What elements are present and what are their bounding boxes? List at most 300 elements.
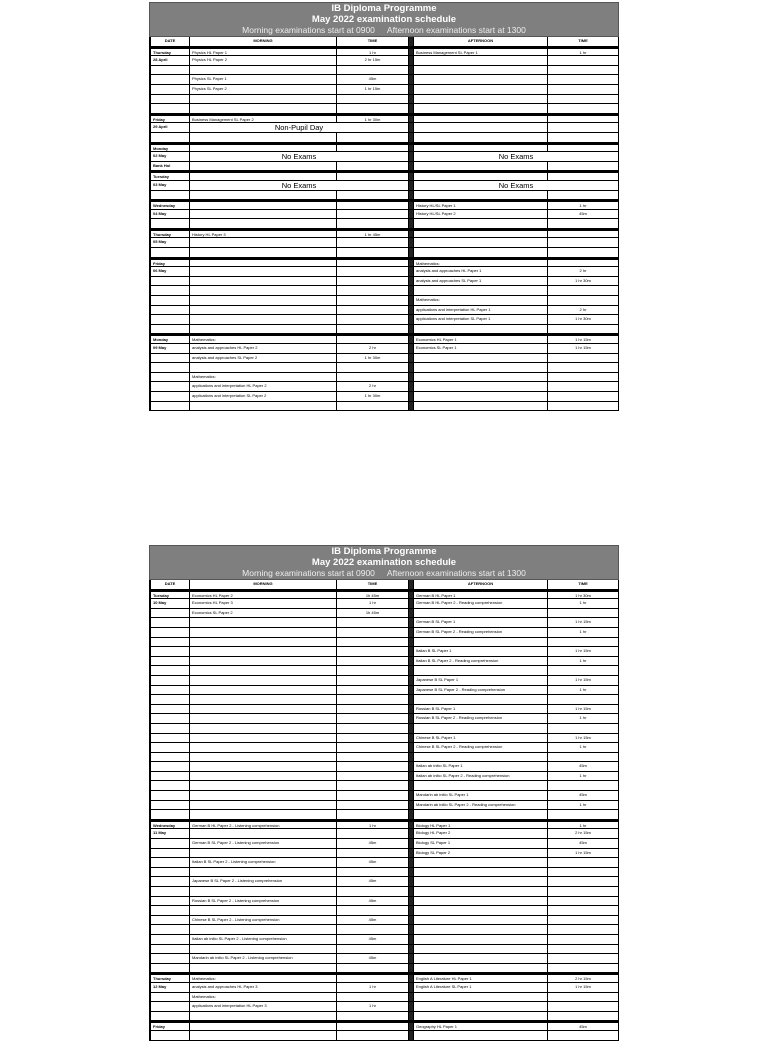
morning-exam-cell bbox=[190, 133, 337, 142]
afternoon-exam-cell: applications and interpretation SL Paper 1 bbox=[414, 315, 548, 324]
date-cell bbox=[151, 647, 190, 656]
table-row bbox=[151, 935, 619, 945]
afternoon-exam-cell bbox=[414, 373, 548, 382]
afternoon-time-cell bbox=[548, 858, 619, 867]
morning-exam-cell: Japanese B SL Paper 2 - Listening comprehension bbox=[190, 877, 337, 886]
date-cell: Thursday bbox=[151, 975, 190, 982]
afternoon-time-cell bbox=[548, 964, 619, 973]
morning-time-cell bbox=[337, 964, 409, 973]
morning-exam-cell: History HL Paper 3 bbox=[190, 231, 337, 238]
table-row bbox=[151, 839, 619, 849]
morning-time-cell: 1 hr bbox=[337, 983, 409, 992]
header-time-afternoon: TIME bbox=[548, 37, 619, 46]
date-cell bbox=[151, 676, 190, 685]
afternoon-exam-cell bbox=[414, 145, 548, 152]
afternoon-exam-cell bbox=[414, 75, 548, 84]
afternoon-time-cell bbox=[548, 123, 619, 132]
afternoon-exam-cell: German B HL Paper 1 bbox=[414, 592, 548, 599]
afternoon-time-cell bbox=[548, 753, 619, 762]
date-cell: Friday bbox=[151, 116, 190, 123]
morning-exam-cell bbox=[190, 906, 337, 915]
start-times-note bbox=[150, 25, 618, 37]
table-row bbox=[151, 781, 619, 791]
table-row bbox=[151, 657, 619, 667]
date-cell bbox=[151, 382, 190, 391]
afternoon-time-cell: 1 hr 15m bbox=[548, 336, 619, 343]
afternoon-exam-cell bbox=[414, 810, 548, 819]
morning-exam-cell bbox=[190, 66, 337, 75]
morning-time-cell bbox=[337, 906, 409, 915]
date-cell: Monday bbox=[151, 336, 190, 343]
table-row bbox=[151, 743, 619, 753]
morning-exam-cell bbox=[190, 260, 337, 267]
morning-time-cell: 1 hr bbox=[337, 822, 409, 829]
start-times-note bbox=[150, 568, 618, 580]
afternoon-start-note: Afternoon examinations start at 1300 bbox=[386, 25, 526, 35]
table-row bbox=[151, 877, 619, 887]
afternoon-exam-cell bbox=[414, 219, 548, 228]
morning-exam-cell: Italian B SL Paper 2 - Listening comprehension bbox=[190, 858, 337, 867]
morning-exam-cell bbox=[190, 363, 337, 372]
table-row bbox=[151, 858, 619, 868]
morning-exam-cell bbox=[190, 925, 337, 934]
afternoon-time-cell bbox=[548, 296, 619, 305]
morning-exam-cell bbox=[190, 306, 337, 315]
morning-time-cell: 2 hr 15m bbox=[337, 56, 409, 65]
date-cell: 04 May bbox=[151, 210, 190, 219]
morning-exam-cell bbox=[190, 104, 337, 113]
table-row bbox=[151, 724, 619, 734]
afternoon-exam-cell: Biology HL Paper 2 bbox=[414, 829, 548, 838]
date-cell bbox=[151, 354, 190, 363]
afternoon-exam-cell bbox=[414, 887, 548, 896]
morning-time-cell: 1 hr 30m bbox=[337, 354, 409, 363]
table-row bbox=[151, 829, 619, 839]
date-cell bbox=[151, 315, 190, 324]
date-cell bbox=[151, 743, 190, 752]
morning-notice: Non-Pupil Day bbox=[190, 123, 409, 132]
table-row bbox=[151, 171, 619, 181]
morning-time-cell bbox=[337, 849, 409, 858]
afternoon-time-cell bbox=[548, 638, 619, 647]
morning-exam-cell bbox=[190, 810, 337, 819]
afternoon-time-cell bbox=[548, 954, 619, 963]
afternoon-exam-cell: analysis and approaches HL Paper 1 bbox=[414, 267, 548, 276]
afternoon-time-cell bbox=[548, 116, 619, 123]
afternoon-exam-cell bbox=[414, 325, 548, 334]
afternoon-notice: No Exams bbox=[414, 152, 619, 161]
morning-time-cell bbox=[337, 772, 409, 781]
afternoon-time-cell: 1 hr bbox=[548, 599, 619, 608]
morning-notice: No Exams bbox=[190, 152, 409, 161]
morning-time-cell: 45m bbox=[337, 916, 409, 925]
date-cell: 02 May bbox=[151, 152, 190, 161]
date-cell bbox=[151, 887, 190, 896]
morning-time-cell bbox=[337, 238, 409, 247]
morning-exam-cell: Physics HL Paper 2 bbox=[190, 56, 337, 65]
morning-exam-cell bbox=[190, 695, 337, 704]
afternoon-time-cell: 45m bbox=[548, 1023, 619, 1030]
morning-time-cell: 2 hr bbox=[337, 382, 409, 391]
date-cell bbox=[151, 724, 190, 733]
morning-exam-cell bbox=[190, 248, 337, 257]
date-cell bbox=[151, 801, 190, 810]
morning-time-cell bbox=[337, 95, 409, 104]
morning-exam-cell bbox=[190, 724, 337, 733]
afternoon-time-cell bbox=[548, 354, 619, 363]
morning-time-cell bbox=[337, 791, 409, 800]
date-cell bbox=[151, 1012, 190, 1021]
table-row bbox=[151, 868, 619, 878]
table-row bbox=[151, 133, 619, 143]
morning-exam-cell: analysis and approaches HL Paper 3 bbox=[190, 983, 337, 992]
date-cell bbox=[151, 734, 190, 743]
afternoon-time-cell: 1 hr bbox=[548, 772, 619, 781]
table-row bbox=[151, 210, 619, 220]
date-cell bbox=[151, 791, 190, 800]
morning-time-cell: 1 hr 30m bbox=[337, 116, 409, 123]
date-cell bbox=[151, 858, 190, 867]
morning-time-cell bbox=[337, 695, 409, 704]
afternoon-time-cell bbox=[548, 231, 619, 238]
afternoon-exam-cell bbox=[414, 56, 548, 65]
date-cell bbox=[151, 1031, 190, 1040]
date-cell bbox=[151, 104, 190, 113]
morning-time-cell: 1 hr bbox=[337, 49, 409, 56]
date-cell: Friday bbox=[151, 260, 190, 267]
date-cell bbox=[151, 945, 190, 954]
afternoon-time-cell bbox=[548, 133, 619, 142]
afternoon-time-cell: 1 hr bbox=[548, 628, 619, 637]
afternoon-time-cell bbox=[548, 810, 619, 819]
afternoon-exam-cell bbox=[414, 877, 548, 886]
header-morning: MORNING bbox=[190, 580, 337, 589]
morning-time-cell: 45m bbox=[337, 954, 409, 963]
header-time-morning: TIME bbox=[337, 580, 409, 589]
morning-exam-cell bbox=[190, 887, 337, 896]
schedule-banner bbox=[149, 545, 619, 580]
afternoon-time-cell bbox=[548, 392, 619, 401]
schedule-subtitle: May 2022 examination schedule bbox=[311, 14, 457, 25]
morning-time-cell bbox=[337, 373, 409, 382]
date-cell bbox=[151, 925, 190, 934]
afternoon-time-cell bbox=[548, 1031, 619, 1040]
morning-exam-cell: Mathematics: bbox=[190, 336, 337, 343]
date-cell bbox=[151, 618, 190, 627]
morning-exam-cell bbox=[190, 868, 337, 877]
morning-exam-cell: Physics HL Paper 1 bbox=[190, 49, 337, 56]
table-row bbox=[151, 983, 619, 993]
afternoon-time-cell bbox=[548, 75, 619, 84]
afternoon-time-cell: 2 hr 15m bbox=[548, 829, 619, 838]
morning-time-cell bbox=[337, 173, 409, 180]
date-cell bbox=[151, 897, 190, 906]
afternoon-time-cell bbox=[548, 945, 619, 954]
afternoon-time-cell bbox=[548, 695, 619, 704]
table-row bbox=[151, 354, 619, 364]
table-row bbox=[151, 916, 619, 926]
morning-time-cell: 45m bbox=[337, 839, 409, 848]
afternoon-exam-cell: Biology HL Paper 1 bbox=[414, 822, 548, 829]
afternoon-time-cell bbox=[548, 219, 619, 228]
afternoon-time-cell bbox=[548, 868, 619, 877]
afternoon-exam-cell bbox=[414, 363, 548, 372]
afternoon-time-cell: 1 hr 15m bbox=[548, 983, 619, 992]
morning-time-cell: 1 hr 15m bbox=[337, 85, 409, 94]
morning-exam-cell bbox=[190, 781, 337, 790]
table-row bbox=[151, 56, 619, 66]
morning-exam-cell bbox=[190, 628, 337, 637]
date-cell: Thursday bbox=[151, 49, 190, 56]
schedule-page-1 bbox=[149, 2, 619, 411]
morning-time-cell bbox=[337, 104, 409, 113]
date-cell: 05 May bbox=[151, 238, 190, 247]
date-cell bbox=[151, 363, 190, 372]
afternoon-time-cell bbox=[548, 666, 619, 675]
morning-exam-cell bbox=[190, 657, 337, 666]
header-afternoon: AFTERNOON bbox=[414, 37, 548, 46]
afternoon-exam-cell: History HL/SL Paper 1 bbox=[414, 202, 548, 209]
morning-time-cell: 1h 45m bbox=[337, 609, 409, 618]
morning-exam-cell bbox=[190, 267, 337, 276]
schedule-banner bbox=[149, 2, 619, 37]
afternoon-time-cell bbox=[548, 382, 619, 391]
date-cell bbox=[151, 993, 190, 1002]
morning-time-cell bbox=[337, 829, 409, 838]
date-cell bbox=[151, 1002, 190, 1011]
table-header-row bbox=[151, 580, 619, 590]
table-row bbox=[151, 191, 619, 201]
afternoon-time-cell bbox=[548, 260, 619, 267]
table-row bbox=[151, 85, 619, 95]
afternoon-time-cell bbox=[548, 85, 619, 94]
afternoon-time-cell: 1 hr bbox=[548, 657, 619, 666]
morning-exam-cell: Chinese B SL Paper 2 - Listening comprehension bbox=[190, 916, 337, 925]
morning-time-cell bbox=[337, 993, 409, 1002]
afternoon-time-cell bbox=[548, 916, 619, 925]
afternoon-time-cell bbox=[548, 887, 619, 896]
table-row bbox=[151, 772, 619, 782]
table-row bbox=[151, 993, 619, 1003]
morning-exam-cell: analysis and approaches SL Paper 2 bbox=[190, 354, 337, 363]
date-cell: 09 May bbox=[151, 344, 190, 353]
table-row bbox=[151, 820, 619, 830]
morning-time-cell bbox=[337, 145, 409, 152]
table-row bbox=[151, 945, 619, 955]
afternoon-exam-cell bbox=[414, 753, 548, 762]
table-row bbox=[151, 618, 619, 628]
morning-exam-cell bbox=[190, 647, 337, 656]
date-cell: 29 April bbox=[151, 123, 190, 132]
morning-time-cell bbox=[337, 277, 409, 286]
afternoon-time-cell bbox=[548, 373, 619, 382]
date-cell bbox=[151, 219, 190, 228]
afternoon-exam-cell bbox=[414, 897, 548, 906]
afternoon-exam-cell: Italian ab initio SL Paper 2 - Reading comprehension bbox=[414, 772, 548, 781]
date-cell bbox=[151, 638, 190, 647]
morning-time-cell bbox=[337, 306, 409, 315]
afternoon-time-cell: 1 hr 15m bbox=[548, 618, 619, 627]
morning-time-cell bbox=[337, 66, 409, 75]
afternoon-exam-cell: German B HL Paper 2 - Reading comprehension bbox=[414, 599, 548, 608]
morning-exam-cell bbox=[190, 772, 337, 781]
afternoon-exam-cell bbox=[414, 123, 548, 132]
morning-exam-cell bbox=[190, 964, 337, 973]
table-row bbox=[151, 296, 619, 306]
date-cell bbox=[151, 781, 190, 790]
morning-exam-cell bbox=[190, 202, 337, 209]
morning-time-cell: 2 hr bbox=[337, 344, 409, 353]
afternoon-time-cell: 2 hr 15m bbox=[548, 975, 619, 982]
date-cell bbox=[151, 296, 190, 305]
date-cell bbox=[151, 306, 190, 315]
morning-exam-cell: Economics HL Paper 2 bbox=[190, 592, 337, 599]
afternoon-exam-cell bbox=[414, 1002, 548, 1011]
morning-time-cell bbox=[337, 666, 409, 675]
afternoon-time-cell bbox=[548, 95, 619, 104]
table-row bbox=[151, 95, 619, 105]
afternoon-exam-cell: Chinese B SL Paper 2 - Reading comprehension bbox=[414, 743, 548, 752]
table-row bbox=[151, 1012, 619, 1022]
date-cell bbox=[151, 95, 190, 104]
afternoon-exam-cell bbox=[414, 191, 548, 200]
morning-exam-cell bbox=[190, 191, 337, 200]
table-row bbox=[151, 647, 619, 657]
afternoon-exam-cell bbox=[414, 964, 548, 973]
morning-exam-cell: Physics SL Paper 2 bbox=[190, 85, 337, 94]
afternoon-time-cell bbox=[548, 173, 619, 180]
date-cell bbox=[151, 686, 190, 695]
afternoon-exam-cell bbox=[414, 695, 548, 704]
morning-time-cell bbox=[337, 296, 409, 305]
afternoon-exam-cell: English A Literature HL Paper 1 bbox=[414, 975, 548, 982]
afternoon-exam-cell bbox=[414, 609, 548, 618]
morning-exam-cell bbox=[190, 762, 337, 771]
table-row bbox=[151, 325, 619, 335]
afternoon-time-cell bbox=[548, 402, 619, 411]
afternoon-time-cell: 1 hr 30m bbox=[548, 277, 619, 286]
morning-time-cell bbox=[337, 210, 409, 219]
afternoon-exam-cell: Italian B SL Paper 2 - Reading comprehension bbox=[414, 657, 548, 666]
table-row bbox=[151, 75, 619, 85]
morning-exam-cell bbox=[190, 791, 337, 800]
morning-time-cell: 1 hr 45m bbox=[337, 231, 409, 238]
date-cell bbox=[151, 753, 190, 762]
morning-time-cell bbox=[337, 714, 409, 723]
date-cell bbox=[151, 392, 190, 401]
date-cell bbox=[151, 277, 190, 286]
date-cell bbox=[151, 402, 190, 411]
table-row bbox=[151, 66, 619, 76]
morning-exam-cell bbox=[190, 162, 337, 171]
date-cell bbox=[151, 906, 190, 915]
morning-time-cell bbox=[337, 868, 409, 877]
afternoon-exam-cell: German B SL Paper 2 - Reading comprehension bbox=[414, 628, 548, 637]
table-row bbox=[151, 849, 619, 859]
date-cell: Tuesday bbox=[151, 173, 190, 180]
afternoon-time-cell bbox=[548, 935, 619, 944]
table-row bbox=[151, 258, 619, 268]
morning-exam-cell bbox=[190, 219, 337, 228]
afternoon-time-cell: 2 hr bbox=[548, 267, 619, 276]
date-cell bbox=[151, 325, 190, 334]
afternoon-time-cell: 1 hr 15m bbox=[548, 676, 619, 685]
afternoon-time-cell: 45m bbox=[548, 839, 619, 848]
afternoon-time-cell: 1 hr 15m bbox=[548, 344, 619, 353]
morning-exam-cell bbox=[190, 829, 337, 838]
table-row bbox=[151, 609, 619, 619]
morning-exam-cell bbox=[190, 1012, 337, 1021]
morning-exam-cell: applications and interpretation SL Paper 2 bbox=[190, 392, 337, 401]
date-cell bbox=[151, 373, 190, 382]
morning-time-cell bbox=[337, 762, 409, 771]
afternoon-exam-cell bbox=[414, 993, 548, 1002]
morning-exam-cell: Economics SL Paper 2 bbox=[190, 609, 337, 618]
date-cell bbox=[151, 954, 190, 963]
morning-exam-cell: analysis and approaches HL Paper 2 bbox=[190, 344, 337, 353]
date-cell bbox=[151, 964, 190, 973]
morning-time-cell bbox=[337, 945, 409, 954]
afternoon-exam-cell bbox=[414, 724, 548, 733]
morning-exam-cell: Russian B SL Paper 2 - Listening comprehension bbox=[190, 897, 337, 906]
afternoon-exam-cell: Russian B SL Paper 1 bbox=[414, 705, 548, 714]
morning-time-cell bbox=[337, 925, 409, 934]
morning-time-cell bbox=[337, 676, 409, 685]
date-cell bbox=[151, 609, 190, 618]
afternoon-time-cell: 1 hr 15m bbox=[548, 734, 619, 743]
morning-exam-cell bbox=[190, 95, 337, 104]
afternoon-exam-cell: applications and interpretation HL Paper 1 bbox=[414, 306, 548, 315]
afternoon-exam-cell bbox=[414, 162, 548, 171]
morning-exam-cell: German B HL Paper 2 - Listening comprehension bbox=[190, 822, 337, 829]
date-cell bbox=[151, 916, 190, 925]
morning-exam-cell: Mathematics: bbox=[190, 975, 337, 982]
afternoon-time-cell bbox=[548, 238, 619, 247]
morning-exam-cell bbox=[190, 238, 337, 247]
schedule-page-2 bbox=[149, 545, 619, 1041]
morning-time-cell bbox=[337, 638, 409, 647]
afternoon-start-note: Afternoon examinations start at 1300 bbox=[386, 568, 526, 578]
afternoon-time-cell bbox=[548, 104, 619, 113]
afternoon-exam-cell: German B SL Paper 1 bbox=[414, 618, 548, 627]
date-cell bbox=[151, 935, 190, 944]
afternoon-time-cell bbox=[548, 56, 619, 65]
afternoon-time-cell bbox=[548, 363, 619, 372]
table-row bbox=[151, 762, 619, 772]
afternoon-exam-cell: Mathematics: bbox=[414, 260, 548, 267]
afternoon-exam-cell bbox=[414, 1031, 548, 1040]
morning-time-cell bbox=[337, 315, 409, 324]
table-row bbox=[151, 104, 619, 114]
date-cell bbox=[151, 839, 190, 848]
table-header-row bbox=[151, 37, 619, 47]
afternoon-time-cell bbox=[548, 162, 619, 171]
table-row bbox=[151, 1021, 619, 1031]
morning-exam-cell bbox=[190, 1031, 337, 1040]
afternoon-exam-cell bbox=[414, 133, 548, 142]
morning-exam-cell bbox=[190, 1023, 337, 1030]
afternoon-time-cell: 1 hr 30m bbox=[548, 592, 619, 599]
morning-time-cell bbox=[337, 618, 409, 627]
afternoon-exam-cell: Business Management SL Paper 1 bbox=[414, 49, 548, 56]
table-row bbox=[151, 152, 619, 162]
table-row bbox=[151, 277, 619, 287]
table-row bbox=[151, 373, 619, 383]
afternoon-time-cell bbox=[548, 325, 619, 334]
afternoon-exam-cell: Economics HL Paper 1 bbox=[414, 336, 548, 343]
afternoon-time-cell: 1 hr 15m bbox=[548, 647, 619, 656]
afternoon-exam-cell bbox=[414, 238, 548, 247]
